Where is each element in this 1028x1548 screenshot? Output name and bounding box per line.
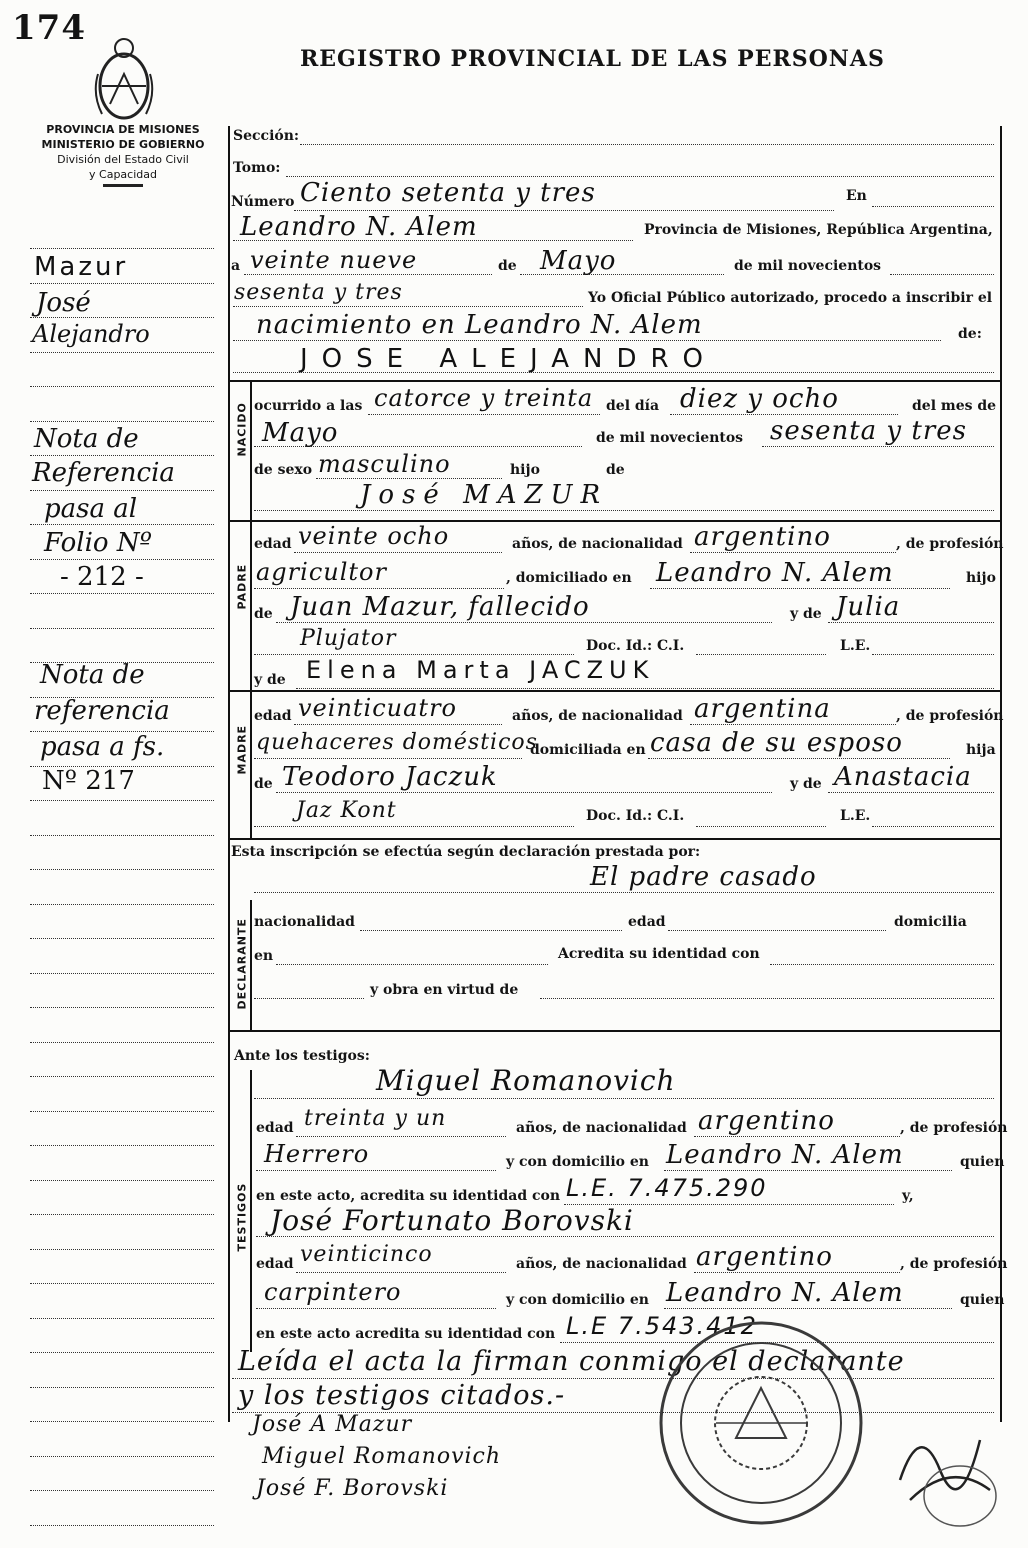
field-madre <box>296 688 994 689</box>
entry-t1-doc: L.E. 7.475.290 <box>566 1174 768 1202</box>
entry-madre-dom: casa de su esposo <box>650 728 903 758</box>
label-t2-prof: , de profesión <box>900 1256 1008 1272</box>
field-abuela-m2 <box>254 826 574 827</box>
margin-line <box>30 352 214 353</box>
label-t2-edad: edad <box>256 1256 294 1272</box>
bar-padre <box>250 520 252 690</box>
label-t2-dom: y con domicilio en <box>506 1292 649 1308</box>
field-abuelo <box>276 622 772 623</box>
page-number: 174 <box>12 8 86 48</box>
field-seccion <box>300 144 994 145</box>
margin-line <box>30 283 214 284</box>
agency-block <box>18 122 228 187</box>
label-t1-acto: en este acto, acredita su identidad con <box>256 1188 561 1204</box>
label-madre-y-de: y de <box>790 776 822 792</box>
label-hija: hija <box>966 742 996 758</box>
label-provincia: Provincia de Misiones, República Argentina, <box>644 222 993 238</box>
label-t2-quien: quien <box>960 1292 1005 1308</box>
label-madre-de: de <box>254 776 273 792</box>
signature-witness1: Miguel Romanovich <box>262 1444 502 1469</box>
field-t2-dom <box>664 1308 952 1309</box>
label-de2: de <box>606 462 625 478</box>
field-t1-nac <box>694 1136 900 1137</box>
entry-abuela-m: Anastacia <box>834 762 972 792</box>
section-declarante: DECLARANTE <box>235 918 249 1010</box>
entry-testigo1: Miguel Romanovich <box>376 1064 676 1097</box>
label-y-comma: y, <box>902 1188 914 1204</box>
margin-line <box>30 973 214 974</box>
margin-line <box>30 1490 214 1491</box>
signature-father: José A Mazur <box>252 1412 413 1437</box>
entry-t1-prof: Herrero <box>264 1140 370 1168</box>
field-hora <box>368 414 600 415</box>
margin-line <box>30 1318 214 1319</box>
field-madre-prof <box>254 758 522 759</box>
label-de-mil-novecientos: de mil novecientos <box>596 430 744 446</box>
label-t1-edad: edad <box>256 1120 294 1136</box>
field-numero <box>294 210 834 211</box>
label-padre-prof: , de profesión <box>896 536 1004 552</box>
label-y-de2: y de <box>254 672 286 688</box>
label-t1-quien: quien <box>960 1154 1005 1170</box>
agency-ministry: MINISTERIO DE GOBIERNO <box>41 138 205 151</box>
label-esta-inscripcion: Esta inscripción se efectúa según declaración prestada por: <box>231 844 701 860</box>
label-decl-edad: edad <box>628 914 666 930</box>
label-seccion: Sección: <box>233 128 300 144</box>
label-padre-dom: , domiciliado en <box>506 570 632 586</box>
margin-line <box>30 593 214 594</box>
entry-anio: sesenta y tres <box>234 280 403 305</box>
entry-abuela2: Plujator <box>300 626 397 651</box>
official-signature-icon <box>890 1400 1000 1530</box>
field-decl-edad <box>668 930 886 931</box>
margin-note2-line4: Nº 217 <box>42 766 135 796</box>
margin-line <box>30 800 214 801</box>
label-decl-en: en <box>254 948 274 964</box>
entry-testigo2: José Fortunato Borovski <box>270 1204 634 1237</box>
entry-padre-nac: argentino <box>694 522 831 552</box>
margin-line <box>30 938 214 939</box>
entry-madre-nac: argentina <box>694 694 831 724</box>
field-doc-id <box>696 654 826 655</box>
label-y-de: y de <box>790 606 822 622</box>
margin-given2: Alejandro <box>32 320 150 348</box>
entry-cierre1: Leída el acta la firman conmigo el declarante <box>238 1346 905 1377</box>
label-nacionalidad: nacionalidad <box>254 914 355 930</box>
field-abuela-m <box>828 792 994 793</box>
label-mil-novecientos: de mil novecientos <box>734 258 882 274</box>
field-le <box>872 654 994 655</box>
label-a: a <box>231 258 241 274</box>
entry-t1-edad: treinta y un <box>304 1106 447 1131</box>
separator-nacido <box>228 380 1000 382</box>
label-madre-doc-id: Doc. Id.: C.I. <box>586 808 685 824</box>
label-en: En <box>846 188 867 204</box>
entry-t1-dom: Leandro N. Alem <box>666 1140 904 1170</box>
official-stamp-icon <box>656 1318 866 1528</box>
separator-madre <box>228 690 1000 692</box>
bar-testigos <box>250 1070 252 1352</box>
margin-note1-line4: Folio Nº <box>44 528 152 558</box>
entry-mes-nac: Mayo <box>262 418 339 448</box>
entry-declarante: El padre casado <box>590 862 817 892</box>
signature-witness2: José F. Borovski <box>256 1476 449 1501</box>
label-t1-nac: años, de nacionalidad <box>516 1120 687 1136</box>
agency-rule <box>103 184 143 187</box>
margin-line <box>30 1042 214 1043</box>
field-sexo <box>316 478 502 479</box>
section-nacido: NACIDO <box>235 402 249 457</box>
field-madre-dom <box>648 758 950 759</box>
field-padre-dom <box>650 588 950 589</box>
entry-madre-prof: quehaceres domésticos <box>256 730 538 755</box>
label-de3: de <box>254 606 273 622</box>
section-testigos: TESTIGOS <box>235 1182 249 1252</box>
margin-line <box>30 835 214 836</box>
label-t1-prof: , de profesión <box>900 1120 1008 1136</box>
margin-note1-line2: Referencia <box>32 458 175 488</box>
field-acredita <box>770 964 994 965</box>
margin-line <box>30 1007 214 1008</box>
registry-title: REGISTRO PROVINCIAL DE LAS PERSONAS <box>300 46 885 72</box>
label-hijo: hijo <box>510 462 540 478</box>
entry-t2-nac: argentino <box>696 1242 833 1272</box>
field-hijo-de <box>254 510 994 511</box>
margin-line <box>30 1180 214 1181</box>
label-t2-acto: en este acto acredita su identidad con <box>256 1326 556 1342</box>
entry-madre: Elena Marta JACZUK <box>306 656 655 684</box>
label-madre-nac: años, de nacionalidad <box>512 708 683 724</box>
entry-padre-edad: veinte ocho <box>298 522 450 550</box>
entry-lugar: Leandro N. Alem <box>240 212 478 242</box>
label-hijo2: hijo <box>966 570 996 586</box>
field-t2-nac <box>694 1272 900 1273</box>
margin-line <box>30 628 214 629</box>
entry-abuelo: Juan Mazur, fallecido <box>290 592 590 622</box>
field-mil <box>890 274 994 275</box>
field-en <box>872 206 994 207</box>
label-numero: Número <box>231 194 295 210</box>
entry-t1-nac: argentino <box>698 1106 835 1136</box>
label-doc-id: Doc. Id.: C.I. <box>586 638 685 654</box>
margin-line <box>30 1456 214 1457</box>
label-tomo: Tomo: <box>233 160 281 176</box>
field-madre-doc <box>696 826 826 827</box>
field-dia-nac <box>670 414 898 415</box>
field-abuela <box>828 622 994 623</box>
field-testigo1 <box>254 1098 994 1099</box>
section-padre: PADRE <box>235 563 249 610</box>
label-ocurrido: ocurrido a las <box>254 398 363 414</box>
entry-t2-dom: Leandro N. Alem <box>666 1278 904 1308</box>
margin-note2-line2: referencia <box>34 696 170 726</box>
margin-note1-line1: Nota de <box>34 424 139 454</box>
field-padre-nac <box>690 552 896 553</box>
margin-line <box>30 1249 214 1250</box>
separator-inscripcion <box>228 838 1000 840</box>
margin-note2-line3: pasa a fs. <box>40 732 165 762</box>
field-abuelo-m <box>276 792 772 793</box>
agency-capacity: y Capacidad <box>89 168 157 181</box>
field-obra <box>540 998 994 999</box>
field-t1-dom <box>664 1170 952 1171</box>
entry-acto: nacimiento en Leandro N. Alem <box>256 310 703 340</box>
entry-padre-prof: agricultor <box>256 558 387 586</box>
field-madre-edad <box>294 724 502 725</box>
margin-line <box>30 421 214 422</box>
label-padre-edad: edad <box>254 536 292 552</box>
margin-given1: José <box>36 288 91 318</box>
entry-dia-nac: diez y ocho <box>680 384 839 414</box>
entry-abuela-m2: Jaz Kont <box>296 798 397 823</box>
margin-note2-line1: Nota de <box>40 660 145 690</box>
label-padre-nac: años, de nacionalidad <box>512 536 683 552</box>
field-declarante <box>254 892 994 893</box>
margin-line <box>30 1214 214 1215</box>
label-madre-prof: , de profesión <box>896 708 1004 724</box>
field-t1-edad <box>296 1136 506 1137</box>
margin-line <box>30 1352 214 1353</box>
label-madre-edad: edad <box>254 708 292 724</box>
entry-dia: veinte nueve <box>250 246 418 274</box>
entry-nombre: JOSE ALEJANDRO <box>300 344 718 374</box>
margin-line <box>30 524 214 525</box>
label-obra: y obra en virtud de <box>370 982 519 998</box>
label-ante-testigos: Ante los testigos: <box>234 1048 370 1064</box>
margin-note1-line3: pasa al <box>44 494 138 524</box>
margin-line <box>30 455 214 456</box>
label-le: L.E. <box>840 638 871 654</box>
entry-abuelo-m: Teodoro Jaczuk <box>282 762 498 792</box>
margin-line <box>30 1525 214 1526</box>
label-madre-dom: domiciliada en <box>530 742 646 758</box>
label-de-sexo: de sexo <box>254 462 313 478</box>
margin-line <box>30 1145 214 1146</box>
field-anio <box>233 306 583 307</box>
entry-padre-dom: Leandro N. Alem <box>656 558 894 588</box>
field-t1-prof <box>256 1170 496 1171</box>
bar-madre <box>250 690 252 838</box>
margin-line <box>30 1387 214 1388</box>
field-madre-nac <box>690 724 896 725</box>
field-abuela2 <box>254 654 574 655</box>
entry-sexo: masculino <box>318 450 451 478</box>
label-de-colon: de: <box>958 326 982 342</box>
label-acredita: Acredita su identidad con <box>558 946 760 962</box>
entry-t2-prof: carpintero <box>264 1278 402 1306</box>
entry-abuela: Julia <box>836 592 901 622</box>
label-madre-le: L.E. <box>840 808 871 824</box>
entry-cierre2: y los testigos citados.- <box>238 1380 566 1411</box>
entry-anio-nac: sesenta y tres <box>770 416 967 446</box>
field-cierre1 <box>232 1378 994 1379</box>
margin-note1-line5: - 212 - <box>60 562 144 592</box>
entry-numero: Ciento setenta y tres <box>300 178 596 208</box>
margin-line <box>30 559 214 560</box>
label-del-dia: del día <box>606 398 660 414</box>
field-decl-en <box>276 964 548 965</box>
entry-madre-edad: veinticuatro <box>298 694 457 722</box>
entry-t2-doc: L.E 7.543.412 <box>566 1312 758 1340</box>
field-padre-edad <box>294 552 502 553</box>
coat-of-arms-icon <box>88 34 160 126</box>
field-t2-edad <box>296 1272 506 1273</box>
label-domicilia: domicilia <box>894 914 967 930</box>
entry-hora: catorce y treinta <box>374 384 594 412</box>
field-anio-nac <box>762 446 994 447</box>
field-dia <box>244 274 492 275</box>
label-de: de <box>498 258 517 274</box>
margin-line <box>30 386 214 387</box>
field-t2-prof <box>256 1308 496 1309</box>
label-t1-dom: y con domicilio en <box>506 1154 649 1170</box>
field-madre-le <box>872 826 994 827</box>
margin-line <box>30 1076 214 1077</box>
margin-surname: Mazur <box>34 252 129 282</box>
entry-hijo-de: José MAZUR <box>360 480 609 510</box>
margin-line <box>30 490 214 491</box>
agency-province: PROVINCIA DE MISIONES <box>46 123 200 136</box>
field-tomo <box>286 176 994 177</box>
margin-line <box>30 869 214 870</box>
margin-line <box>30 248 214 249</box>
entry-mes: Mayo <box>540 246 617 276</box>
label-t2-nac: años, de nacionalidad <box>516 1256 687 1272</box>
margin-line <box>30 904 214 905</box>
field-padre-prof <box>254 588 504 589</box>
section-madre: MADRE <box>235 724 249 775</box>
field-acto <box>233 340 941 341</box>
label-del-mes-de: del mes de <box>912 398 997 414</box>
margin-line <box>30 1421 214 1422</box>
agency-division: División del Estado Civil <box>57 153 189 166</box>
label-yo-oficial: Yo Oficial Público autorizado, procedo a inscribir el <box>588 290 993 306</box>
separator-declarante <box>228 1030 1000 1032</box>
bar-declarante <box>250 900 252 1030</box>
field-decl-nac <box>360 930 622 931</box>
bar-nacido <box>250 380 252 520</box>
field-decl-doc <box>254 998 364 999</box>
margin-line <box>30 1111 214 1112</box>
entry-t2-edad: veinticinco <box>300 1242 433 1267</box>
margin-line <box>30 1283 214 1284</box>
